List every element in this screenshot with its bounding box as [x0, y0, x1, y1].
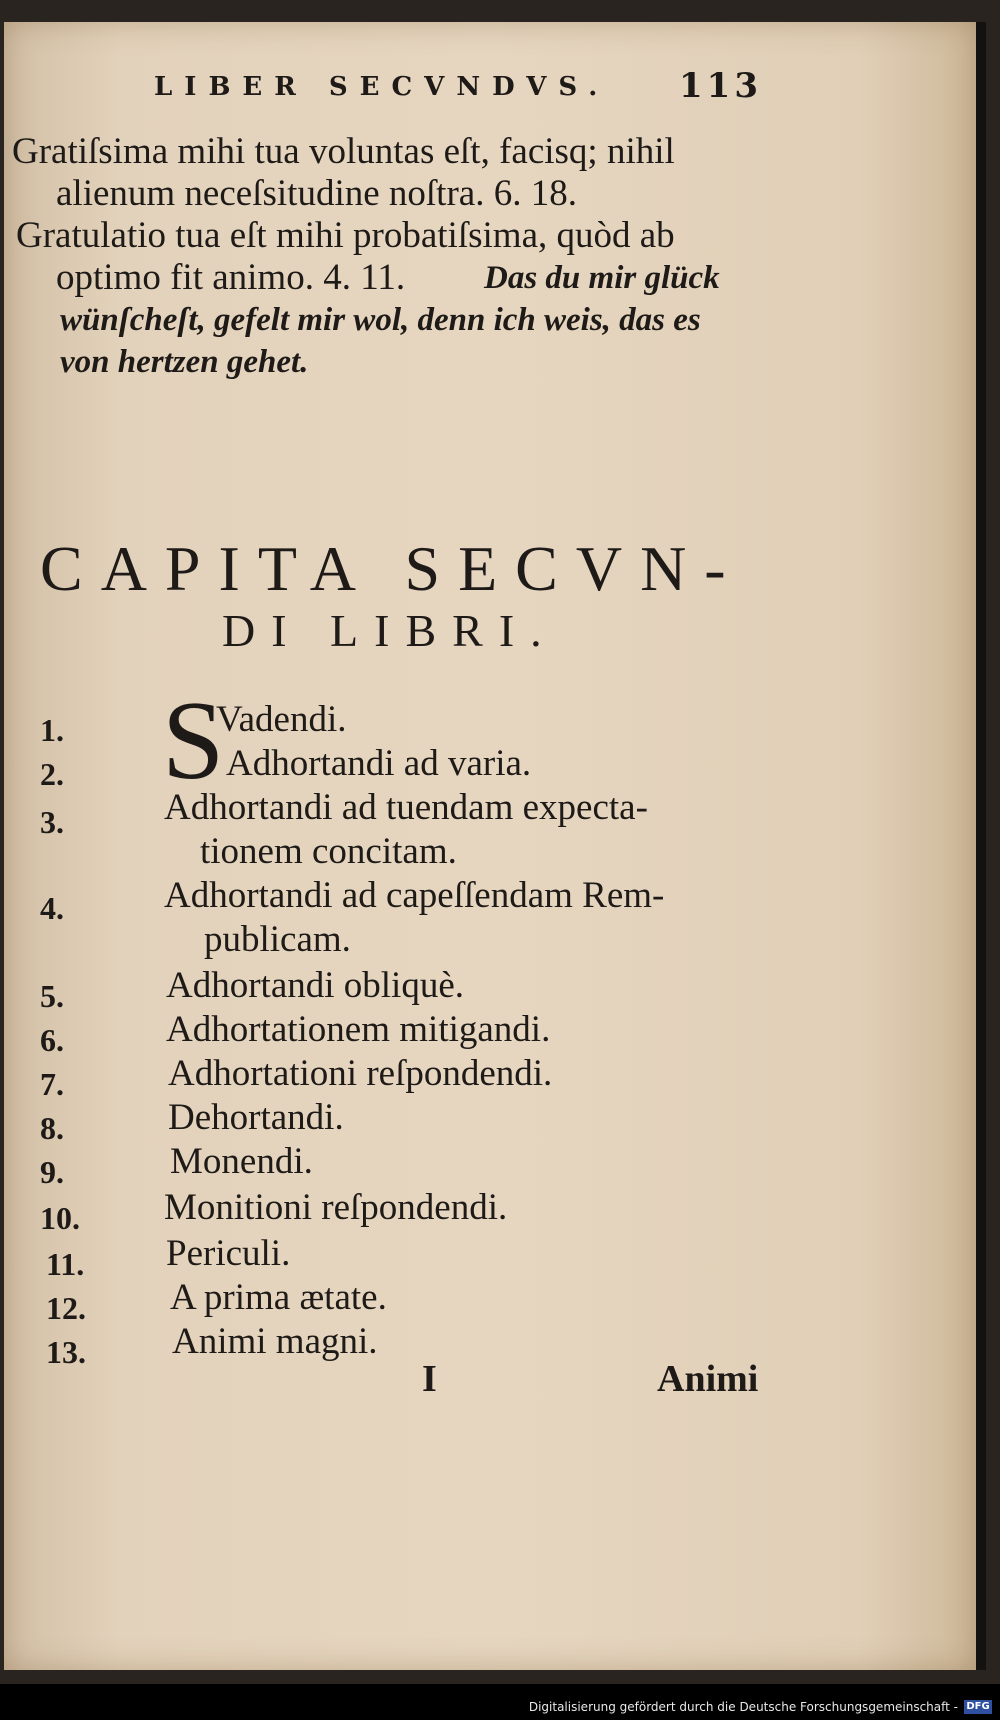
- toc-entry: Adhortandi ad capeſſendam Rem-: [164, 875, 665, 916]
- toc-entry-continuation: publicam.: [204, 919, 351, 960]
- toc-number: 9.: [40, 1154, 64, 1190]
- toc-number: 11.: [46, 1246, 85, 1282]
- chapter-title: CAPITA SECVN-: [40, 533, 744, 604]
- catchword: Animi: [657, 1358, 759, 1400]
- toc-entry: Adhortationi reſpondendi.: [168, 1053, 553, 1094]
- toc-entry: Monitioni reſpondendi.: [164, 1187, 508, 1228]
- signature-mark: I: [422, 1358, 437, 1400]
- text-line: alienum neceſsitudine noſtra. 6. 18.: [56, 173, 577, 214]
- toc-entry: Monendi.: [170, 1141, 313, 1182]
- toc-entry: Periculi.: [166, 1233, 291, 1274]
- text-line: Gratiſsima mihi tua voluntas eſt, facisq; nihil: [12, 131, 675, 172]
- page-number: 113: [679, 66, 762, 106]
- toc-number: 12.: [46, 1290, 86, 1326]
- toc-entry: A prima ætate.: [170, 1277, 387, 1318]
- toc-number: 7.: [40, 1066, 64, 1102]
- toc-entry: Animi magni.: [172, 1321, 378, 1362]
- toc-entry-continuation: tionem concitam.: [200, 831, 457, 872]
- toc-number: 6.: [40, 1022, 64, 1058]
- toc-number: 3.: [40, 804, 64, 840]
- toc-number: 8.: [40, 1110, 64, 1146]
- toc-number: 1.: [40, 712, 64, 748]
- german-text-line: wünſcheſt, gefelt mir wol, denn ich weis, das es: [60, 302, 701, 338]
- chapter-subtitle: DI LIBRI.: [222, 605, 558, 656]
- drop-cap: S: [162, 679, 225, 803]
- toc-number: 5.: [40, 978, 64, 1014]
- toc-number: 13.: [46, 1334, 86, 1370]
- toc-entry: Adhortationem mitigandi.: [166, 1009, 551, 1050]
- toc-entry: Adhortandi ad tuendam expecta-: [164, 787, 648, 828]
- text-line: optimo fit animo. 4. 11.: [56, 257, 406, 298]
- dfg-logo: DFG: [964, 1700, 992, 1714]
- running-head-title: LIBER SECVNDVS.: [154, 72, 610, 102]
- toc-entry: Adhortandi obliquè.: [166, 965, 465, 1006]
- running-head: [4, 64, 976, 114]
- toc-number: 4.: [40, 890, 64, 926]
- footer-credit: Digitalisierung gefördert durch die Deutsche Forschungsgemeinschaft -: [528, 1700, 958, 1714]
- toc-entry: Dehortandi.: [168, 1097, 344, 1138]
- footer-bar: [0, 1684, 1000, 1720]
- toc-entry: Adhortandi ad varia.: [226, 743, 532, 784]
- book-page: [4, 22, 986, 1670]
- toc-number: 2.: [40, 756, 64, 792]
- toc-number: 10.: [40, 1200, 80, 1236]
- text-line: Gratulatio tua eſt mihi probatiſsima, quòd ab: [16, 215, 675, 256]
- german-text-line: Das du mir glück: [484, 260, 720, 296]
- german-text-line: von hertzen gehet.: [60, 344, 309, 380]
- toc-entry: Vadendi.: [216, 699, 347, 740]
